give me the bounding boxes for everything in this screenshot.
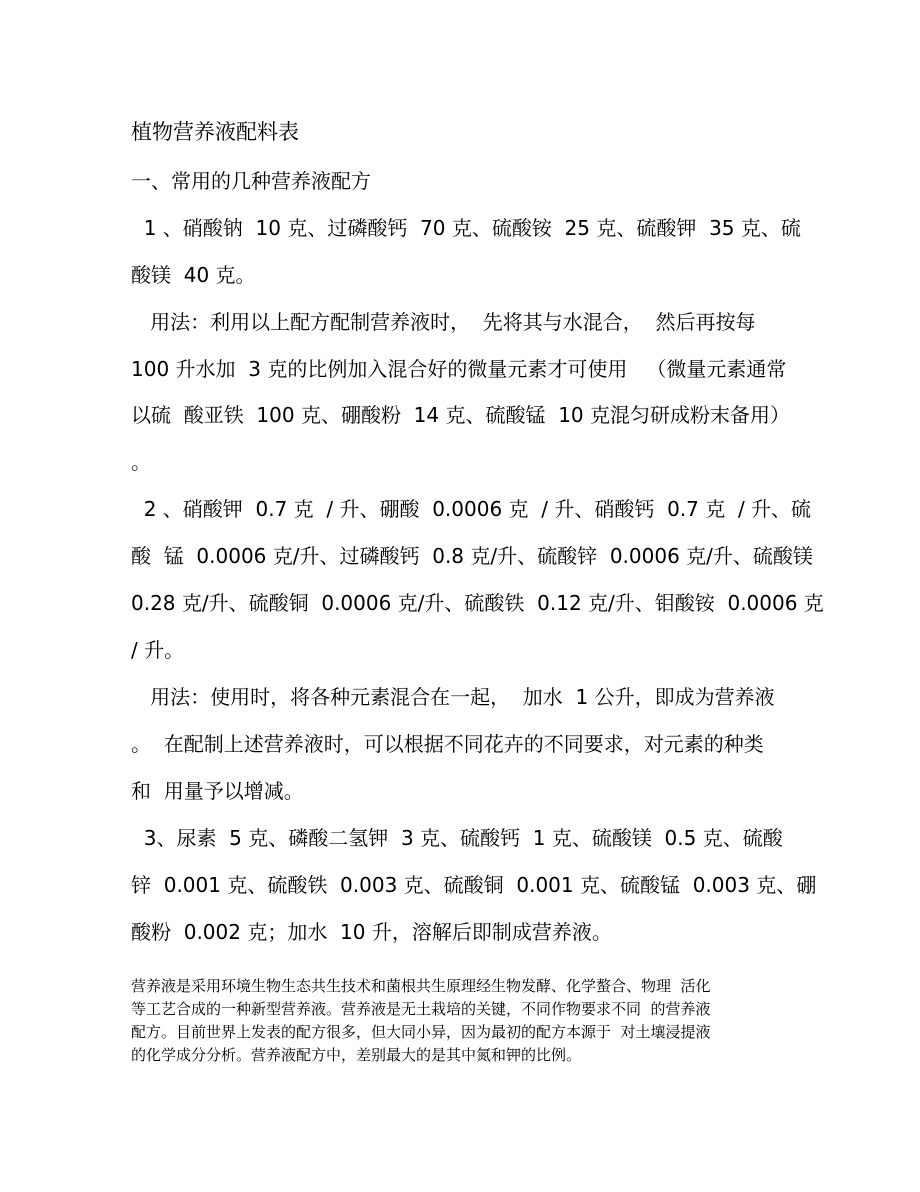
paragraph-line: 。 在配制上述营养液时，可以根据不同花卉的不同要求，对元素的种类 bbox=[131, 732, 764, 756]
paragraph-line: 0.28 克/升、硫酸铜 0.0006 克/升、硫酸铁 0.12 克/升、钼酸铵 0.0006 克 bbox=[131, 591, 824, 615]
paragraph-line: 酸粉 0.002 克；加水 10 升，溶解后即制成营养液。 bbox=[131, 920, 612, 944]
paragraph-line: 100 升水加 3 克的比例加入混合好的微量元素才可使用 （微量元素通常 bbox=[131, 357, 787, 381]
paragraph-line: 锌 0.001 克、硫酸铁 0.003 克、硫酸铜 0.001 克、硫酸锰 0.003 克、硼 bbox=[131, 873, 817, 897]
paragraph-line: 用法：使用时，将各种元素混合在一起， 加水 1 公升，即成为营养液 bbox=[131, 685, 775, 709]
section-heading: 一、常用的几种营养液配方 bbox=[131, 169, 371, 193]
document-title: 植物营养液配料表 bbox=[131, 120, 299, 144]
paragraph-line: / 升。 bbox=[131, 638, 185, 662]
paragraph-line: 的化学成分分析。营养液配方中，差别最大的是其中氮和钾的比例。 bbox=[131, 1046, 582, 1064]
paragraph-line: 营养液是采用环境生物生态共生技术和菌根共生原理经生物发酵、化学螯合、物理 活化 bbox=[131, 977, 711, 995]
paragraph-line: 配方。目前世界上发表的配方很多，但大同小异，因为最初的配方本源于 对土壤浸提液 bbox=[131, 1023, 711, 1041]
paragraph-line: 以硫 酸亚铁 100 克、硼酸粉 14 克、硫酸锰 10 克混匀研成粉末备用） bbox=[131, 403, 791, 427]
paragraph-line: 1 、硝酸钠 10 克、过磷酸钙 70 克、硫酸铵 25 克、硫酸钾 35 克、硫 bbox=[131, 216, 801, 240]
paragraph-line: 酸 锰 0.0006 克/升、过磷酸钙 0.8 克/升、硫酸锌 0.0006 克/升、硫酸镁 bbox=[131, 544, 813, 568]
paragraph-line: 3、尿素 5 克、磷酸二氢钾 3 克、硫酸钙 1 克、硫酸镁 0.5 克、硫酸 bbox=[131, 826, 783, 850]
paragraph-line: 用法：利用以上配方配制营养液时， 先将其与水混合， 然后再按每 bbox=[131, 310, 756, 334]
paragraph-line: 。 bbox=[131, 450, 151, 474]
paragraph-line: 2 、硝酸钾 0.7 克 / 升、硼酸 0.0006 克 / 升、硝酸钙 0.7 克 / 升、硫 bbox=[131, 497, 812, 521]
paragraph-line: 等工艺合成的一种新型营养液。营养液是无土栽培的关键，不同作物要求不同 的营养液 bbox=[131, 1000, 711, 1018]
paragraph-line: 酸镁 40 克。 bbox=[131, 263, 256, 287]
paragraph-line: 和 用量予以增减。 bbox=[131, 779, 304, 803]
